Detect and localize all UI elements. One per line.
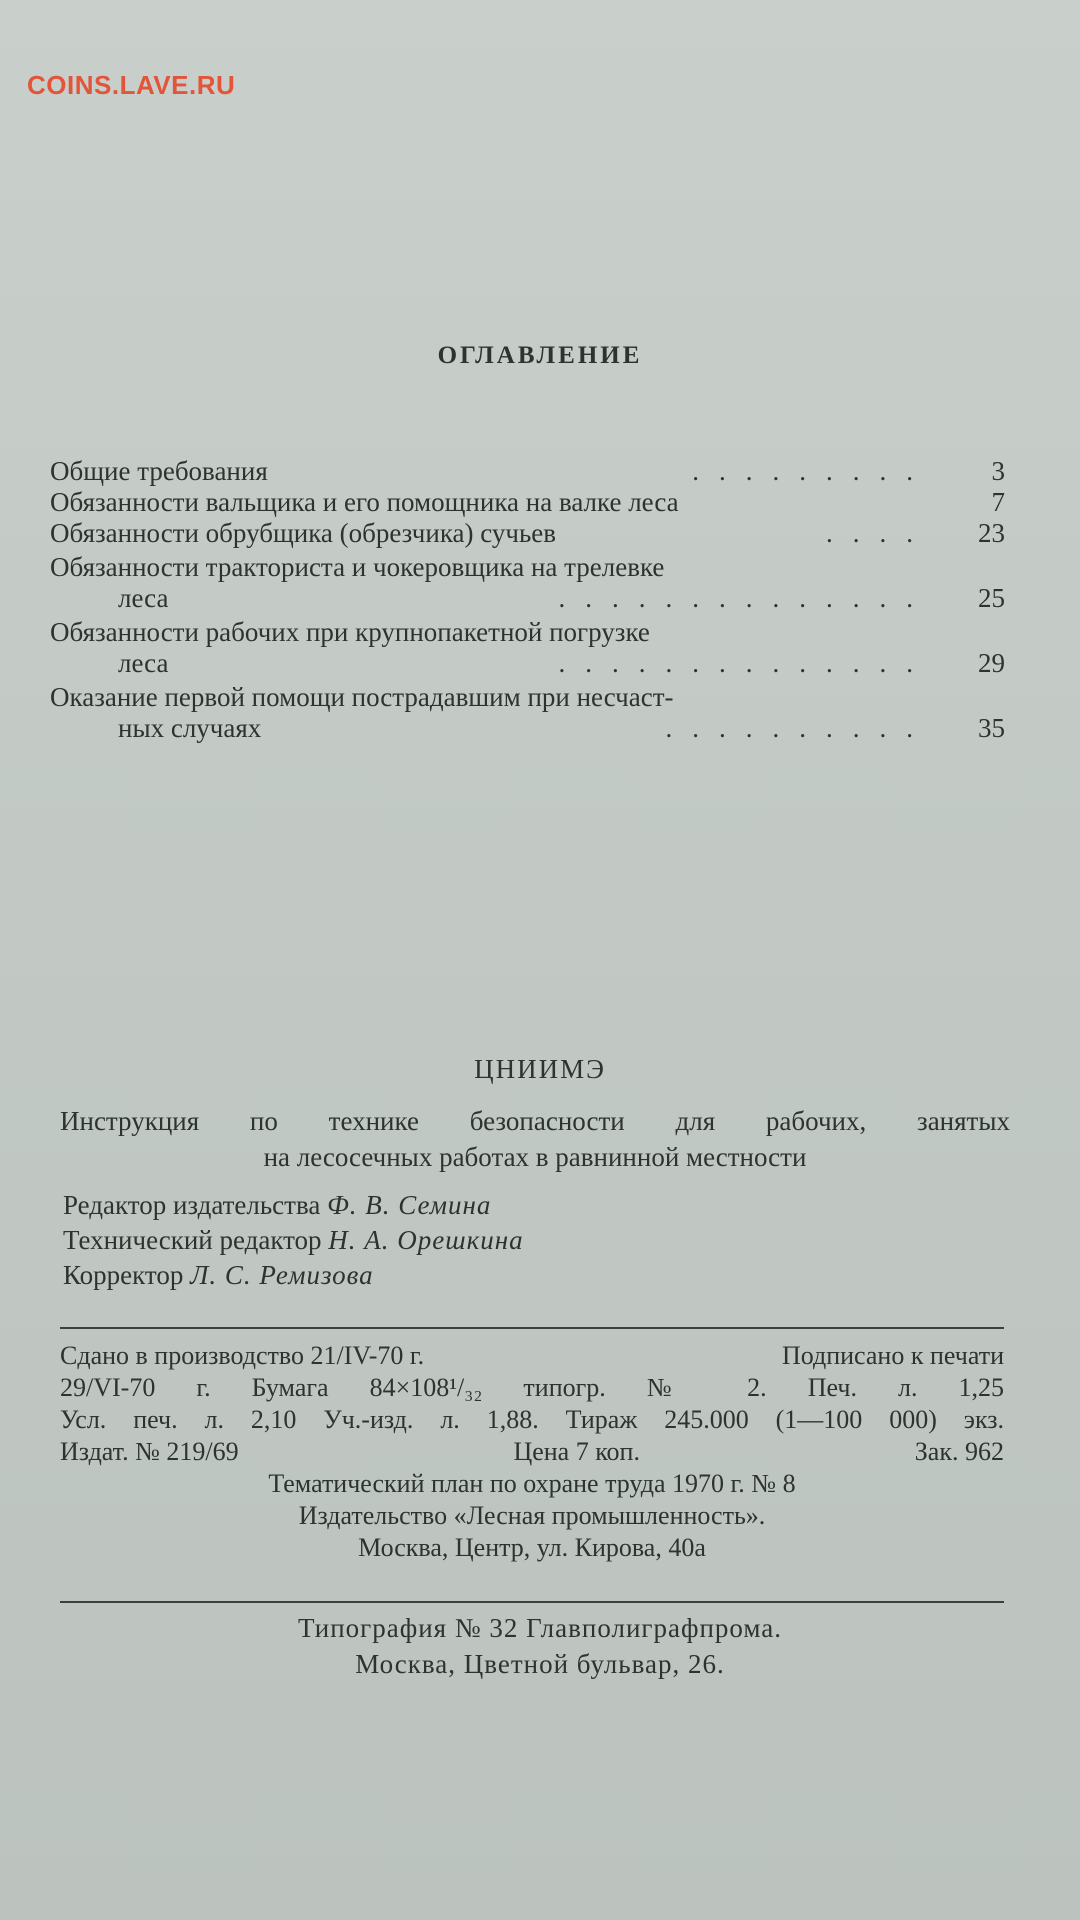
- toc-entry: [50, 552, 1005, 583]
- toc-entry: [50, 518, 1005, 549]
- toc-entry: [50, 682, 1005, 713]
- toc-entry: [50, 487, 1005, 518]
- credit-line: [63, 1188, 524, 1223]
- credit-name: Л. С. Ремизова: [190, 1260, 374, 1290]
- divider-line: [60, 1327, 1004, 1329]
- watermark-text: COINS.LAVE.RU: [27, 70, 236, 100]
- toc-leader-dots: ....: [826, 518, 933, 548]
- toc-entry-continuation: [50, 583, 1005, 614]
- credit-role: Корректор: [63, 1260, 184, 1290]
- production-line: [60, 1436, 1004, 1468]
- toc-leader-dots: ..............: [558, 583, 933, 613]
- printer-address: Москва, Цветной бульвар, 26.: [355, 1649, 725, 1679]
- toc-title: ОГЛАВЛЕНИЕ: [437, 342, 643, 369]
- publisher-address: Москва, Центр, ул. Кирова, 40а: [358, 1533, 706, 1562]
- production-line: Тематический план по охране труда 1970 г. № 8: [268, 1469, 796, 1498]
- book-title-line: Инструкция по технике безопасности для рабочих, занятых: [60, 1106, 1010, 1136]
- divider-line: [60, 1601, 1004, 1603]
- production-line: 29/VI-70 г. Бумага 84×108¹/₃₂ типогр. № 2. Печ. л. 1,25: [60, 1373, 1004, 1402]
- publisher-number: Издат. № 219/69: [60, 1437, 239, 1466]
- table-of-contents: [50, 456, 1005, 744]
- credit-role: Редактор издательства: [63, 1190, 321, 1220]
- credit-role: Технический редактор: [63, 1225, 322, 1255]
- credit-name: Н. А. Орешкина: [328, 1225, 524, 1255]
- toc-entry: [50, 456, 1005, 487]
- toc-page-number: 35: [978, 713, 1005, 743]
- order-number: Зак. 962: [914, 1437, 1004, 1466]
- toc-page-number: 25: [978, 583, 1005, 613]
- toc-entry-text: Обязанности обрубщика (обрезчика) сучьев: [50, 518, 557, 548]
- toc-leader-dots: .........: [692, 456, 933, 486]
- credit-line: [63, 1223, 524, 1258]
- toc-entry-text: Обязанности рабочих при крупнопакетной погрузке: [50, 617, 650, 647]
- toc-entry-text: ных случаях: [118, 713, 262, 743]
- production-line: Усл. печ. л. 2,10 Уч.-изд. л. 1,88. Тираж 245.000 (1—100 000) экз.: [60, 1405, 1004, 1434]
- toc-page-number: 23: [978, 518, 1005, 548]
- production-line: [60, 1340, 1004, 1372]
- printer-info: [0, 1610, 1080, 1682]
- toc-entry-text: леса: [118, 583, 169, 613]
- credit-line: [63, 1258, 524, 1293]
- toc-entry-text: Общие требования: [50, 456, 268, 486]
- toc-page-number: 29: [978, 648, 1005, 678]
- toc-entry-text: Оказание первой помощи пострадавшим при несчаст-: [50, 682, 674, 712]
- toc-leader-dots: ..............: [558, 648, 933, 678]
- book-title: [60, 1103, 1010, 1175]
- price: Цена 7 коп.: [513, 1437, 640, 1466]
- credit-name: Ф. В. Семина: [327, 1190, 492, 1220]
- toc-entry-text: Обязанности вальщика и его помощника на валке леса: [50, 487, 679, 517]
- production-date: Сдано в производство 21/IV-70 г.: [60, 1341, 425, 1370]
- publisher-name: Издательство «Лесная промышленность».: [298, 1501, 766, 1530]
- toc-leader-dots: ..........: [665, 713, 933, 743]
- toc-entry: [50, 617, 1005, 648]
- toc-entry-continuation: [50, 713, 1005, 744]
- toc-page-number: 3: [991, 456, 1005, 486]
- toc-page-number: 7: [991, 487, 1005, 517]
- book-title-line: на лесосечных работах в равнинной местности: [263, 1142, 807, 1172]
- organization-name: ЦНИИМЭ: [474, 1054, 606, 1084]
- printer-name: Типография № 32 Главполиграфпрома.: [297, 1613, 783, 1643]
- print-signed: Подписано к печати: [781, 1341, 1004, 1370]
- credits: [63, 1188, 524, 1293]
- toc-entry-text: Обязанности тракториста и чокеровщика на трелевке: [50, 552, 665, 582]
- publication-details: [60, 1340, 1004, 1564]
- toc-entry-text: леса: [118, 648, 169, 678]
- toc-entry-continuation: [50, 648, 1005, 679]
